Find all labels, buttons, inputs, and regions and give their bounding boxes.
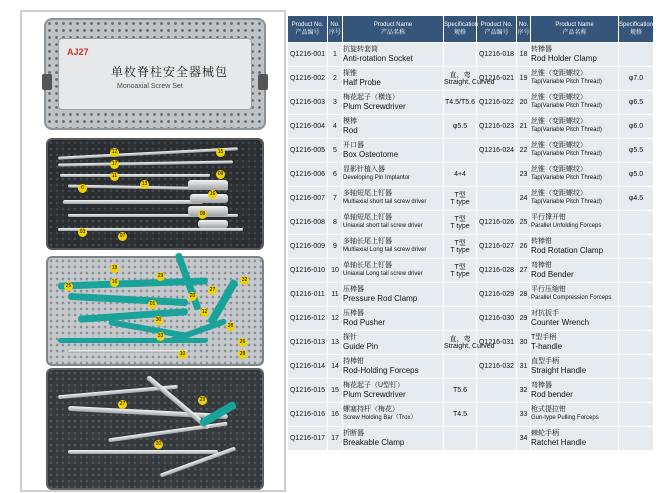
product-name-en: Multiaxial Long tail screw driver xyxy=(343,247,427,253)
item-number: 4 xyxy=(328,115,343,139)
product-code: Q1216-032 xyxy=(477,355,517,379)
product-name-en: Tap(Variable Pitch Thread) xyxy=(531,151,602,157)
product-name xyxy=(343,163,444,187)
item-number: 17 xyxy=(328,427,343,451)
product-code: Q1216-017 xyxy=(288,427,328,451)
instrument-number-tag: 25 xyxy=(65,283,72,289)
table-row xyxy=(288,307,654,331)
product-spec: φ6.5 xyxy=(619,91,654,115)
product-name-en: Tap(Variable Pitch Thread) xyxy=(531,127,602,133)
product-name xyxy=(343,283,444,307)
product-code: Q1216-026 xyxy=(477,211,517,235)
product-name xyxy=(531,427,619,451)
steel-instrument xyxy=(108,422,227,443)
product-name xyxy=(531,91,619,115)
lid-subtitle: Monoaxial Screw Set xyxy=(117,83,183,90)
product-code: Q1216-004 xyxy=(288,115,328,139)
tray-level-3 xyxy=(46,368,264,490)
instrument-number-tag: 15 xyxy=(217,149,224,155)
product-name-cn: 螺塞持杆（梅花） xyxy=(343,406,399,413)
instrument-number-tag: 09 xyxy=(217,171,224,177)
product-name-cn: 压棒器 xyxy=(343,310,364,317)
product-spec xyxy=(619,427,654,451)
product-spec: T型 T type xyxy=(444,235,477,259)
brand-logo: AJ27 xyxy=(67,47,89,57)
table-row xyxy=(288,427,654,451)
product-name-en: Pressure Rod Clamp xyxy=(343,294,418,303)
instrument-number-tag: 10 xyxy=(179,351,186,357)
product-name xyxy=(343,403,444,427)
item-number: 6 xyxy=(328,163,343,187)
product-code: Q1216-001 xyxy=(288,43,328,67)
teal-handle-instrument xyxy=(58,338,208,343)
product-name xyxy=(343,307,444,331)
instrument-number-tag: 16 xyxy=(111,279,118,285)
product-spec: 4+4 xyxy=(444,163,477,187)
product-code: Q1216-022 xyxy=(477,91,517,115)
item-number: 28 xyxy=(517,283,531,307)
item-number: 10 xyxy=(328,259,343,283)
header-product-no-2: Product No. 产品编号 xyxy=(477,16,517,43)
product-name-cn: 梅花起子（横连） xyxy=(343,94,399,101)
table-row xyxy=(288,283,654,307)
product-name xyxy=(343,211,444,235)
product-name xyxy=(531,259,619,283)
instrument-number-tag: 11 xyxy=(111,173,118,179)
lid-title: 单枚脊柱安全器械包 xyxy=(111,65,229,79)
table-row xyxy=(288,91,654,115)
product-name-cn: 梅花起子（U型钉） xyxy=(343,382,405,389)
product-spec: T型 T type xyxy=(444,211,477,235)
item-number: 31 xyxy=(517,355,531,379)
product-name-en: Screw Holding Bar（Trox） xyxy=(343,415,417,421)
product-name-en: Rod xyxy=(343,126,358,135)
product-name-en: Tap(Variable Pitch Thread) xyxy=(531,79,602,85)
product-name xyxy=(343,427,444,451)
product-name-cn: 对抗扳手 xyxy=(531,310,559,317)
product-name xyxy=(531,379,619,403)
product-name-en: Ratchet Handle xyxy=(531,438,587,447)
item-number: 19 xyxy=(517,67,531,91)
product-name-en: Rod Bender xyxy=(531,270,574,279)
product-spec: T型 T type xyxy=(444,187,477,211)
product-name-en: Rod-Holding Forceps xyxy=(343,366,419,375)
instrument-number-tag: 20 xyxy=(189,293,196,299)
product-name-cn: 直型手柄 xyxy=(531,358,559,365)
header-product-name: Product Name 产品名称 xyxy=(343,16,444,43)
product-spec xyxy=(619,211,654,235)
header-no-2: No. 序号 xyxy=(517,16,531,43)
item-number: 30 xyxy=(517,331,531,355)
instrument-number-tag: 29 xyxy=(157,273,164,279)
product-name xyxy=(531,211,619,235)
instrument-trays-photo xyxy=(20,10,286,492)
table-row xyxy=(288,211,654,235)
instrument-number-tag: 6 xyxy=(78,184,87,193)
product-name-en: Parallel Compression Forceps xyxy=(531,295,612,301)
product-name-en: Developing Pin Implantor xyxy=(343,175,411,181)
product-code: Q1216-023 xyxy=(477,115,517,139)
product-code: Q1216-002 xyxy=(288,67,328,91)
item-number: 23 xyxy=(517,163,531,187)
item-number: 3 xyxy=(328,91,343,115)
product-name-cn: 压棒器 xyxy=(343,286,364,293)
product-name xyxy=(343,187,444,211)
product-name-en: Tap(Variable Pitch Thread) xyxy=(531,199,602,205)
item-number: 29 xyxy=(517,307,531,331)
table-row xyxy=(288,355,654,379)
product-name-cn: 平行撑开钳 xyxy=(531,214,566,221)
product-spec xyxy=(444,355,477,379)
product-name xyxy=(531,43,619,67)
product-spec xyxy=(444,283,477,307)
product-name-en: Rod Pusher xyxy=(343,318,386,327)
product-name-en: Gun-type Pulling Forceps xyxy=(531,415,599,421)
product-code: Q1216-011 xyxy=(288,283,328,307)
product-name-cn: 显影针植入器 xyxy=(343,166,385,173)
table-row xyxy=(288,235,654,259)
instrument-number-tag: 12 xyxy=(111,149,118,155)
header-spec: Specification 规格 xyxy=(444,16,477,43)
product-name xyxy=(343,355,444,379)
item-number: 5 xyxy=(328,139,343,163)
product-name-cn: 弯棒器 xyxy=(531,382,552,389)
product-name xyxy=(343,139,444,163)
table-row xyxy=(288,67,654,91)
product-name-en: Tap(Variable Pitch Thread) xyxy=(531,175,602,181)
product-code xyxy=(477,403,517,427)
product-spec: T4.5/T5.6 xyxy=(444,91,477,115)
product-name-en: Half Probe xyxy=(343,78,381,87)
item-number: 12 xyxy=(328,307,343,331)
lid-handle-left xyxy=(42,74,52,90)
product-code: Q1216-006 xyxy=(288,163,328,187)
header-product-no: Product No. 产品编号 xyxy=(288,16,328,43)
product-name xyxy=(531,307,619,331)
tray-level-2 xyxy=(46,256,264,366)
product-name-cn: 转棒器 xyxy=(531,46,552,53)
product-spec xyxy=(619,379,654,403)
product-spec: T5.6 xyxy=(444,379,477,403)
instrument-number-tag: 07 xyxy=(119,233,126,239)
product-name-cn: 弯棒钳 xyxy=(531,262,552,269)
item-number: 9 xyxy=(328,235,343,259)
product-name-cn: 转棒钳 xyxy=(531,238,552,245)
product-spec xyxy=(444,43,477,67)
product-name-cn: 丝锥（变距螺纹） xyxy=(531,142,587,149)
product-name-cn: 丝锥（变距螺纹） xyxy=(531,94,587,101)
product-code xyxy=(477,427,517,451)
product-name-cn: T型手柄 xyxy=(531,334,557,341)
item-number: 14 xyxy=(328,355,343,379)
product-name-cn: 枪式提拉钳 xyxy=(531,406,566,413)
steel-instrument xyxy=(68,450,218,454)
product-name-en: Rod Rotation Clamp xyxy=(531,246,604,255)
product-code xyxy=(477,379,517,403)
table-row xyxy=(288,331,654,355)
header-no: No. 序号 xyxy=(328,16,343,43)
item-number: 11 xyxy=(328,283,343,307)
product-name-en: Plum Screwdriver xyxy=(343,102,406,111)
instrument-number-tag: 27 xyxy=(119,401,126,407)
product-name xyxy=(343,67,444,91)
product-table xyxy=(287,15,654,451)
teal-handle-instrument xyxy=(78,308,188,323)
instrument-number-tag: 30 xyxy=(155,317,162,323)
product-name xyxy=(531,67,619,91)
table-row xyxy=(288,163,654,187)
product-name-en: Straight Handle xyxy=(531,366,587,375)
product-spec xyxy=(619,307,654,331)
product-name-cn: 抗旋转套筒 xyxy=(343,46,378,53)
tray-lid xyxy=(44,18,266,130)
product-name-cn: 探针 xyxy=(343,334,357,341)
instrument-number-tag: 27 xyxy=(209,287,216,293)
product-name-cn: 模棒 xyxy=(343,118,357,125)
product-code: Q1216-028 xyxy=(477,259,517,283)
product-name xyxy=(531,139,619,163)
product-name xyxy=(343,379,444,403)
product-name xyxy=(531,403,619,427)
product-code: Q1216-003 xyxy=(288,91,328,115)
steel-instrument xyxy=(58,160,233,166)
table-row xyxy=(288,379,654,403)
product-name xyxy=(531,187,619,211)
instrument-number-tag: 28 xyxy=(239,351,246,357)
product-spec: φ5.5 xyxy=(444,115,477,139)
teal-handle-instrument xyxy=(68,293,188,306)
product-name xyxy=(343,259,444,283)
item-number: 7 xyxy=(328,187,343,211)
product-code: Q1216-027 xyxy=(477,235,517,259)
product-name-en: Tap(Variable Pitch Thread) xyxy=(531,103,602,109)
product-code: Q1216-029 xyxy=(477,283,517,307)
instrument-number-tag: 18 xyxy=(111,265,118,271)
instrument-number-tag: 08 xyxy=(199,211,206,217)
table-row xyxy=(288,259,654,283)
item-number: 21 xyxy=(517,115,531,139)
product-name xyxy=(343,331,444,355)
item-number: 2 xyxy=(328,67,343,91)
product-code: Q1216-018 xyxy=(477,43,517,67)
product-code xyxy=(477,163,517,187)
table-row xyxy=(288,403,654,427)
product-name-en: Plum Screwdriver xyxy=(343,390,406,399)
item-number: 1 xyxy=(328,43,343,67)
product-name-en: Parallel Unfolding Forceps xyxy=(531,223,602,229)
product-spec xyxy=(619,331,654,355)
product-code: Q1216-010 xyxy=(288,259,328,283)
product-name xyxy=(531,283,619,307)
product-name-cn: 折断器 xyxy=(343,430,364,437)
product-name-en: Rod bender xyxy=(531,390,573,399)
product-name-cn: 平行压缩钳 xyxy=(531,286,566,293)
table-row xyxy=(288,187,654,211)
product-name-cn: 单轴短尾上钉器 xyxy=(343,214,392,221)
product-code: Q1216-021 xyxy=(477,67,517,91)
product-name-en: Rod Holder Clamp xyxy=(531,54,597,63)
product-name-cn: 丝锥（变距螺纹） xyxy=(531,118,587,125)
product-code xyxy=(477,187,517,211)
product-spec: 直、弯 Straight, Curved xyxy=(444,67,477,91)
product-spec xyxy=(619,283,654,307)
instrument-handle xyxy=(188,180,228,190)
product-name xyxy=(343,235,444,259)
product-name xyxy=(531,331,619,355)
instrument-number-tag: 17 xyxy=(111,161,118,167)
product-name xyxy=(531,163,619,187)
steel-instrument xyxy=(58,147,238,159)
product-name-cn: 多轴短尾上钉器 xyxy=(343,190,392,197)
product-name-cn: 单轴长尾上钉器 xyxy=(343,262,392,269)
product-spec: φ6.0 xyxy=(619,115,654,139)
product-spec: T4.5 xyxy=(444,403,477,427)
product-name-en: Guide Pin xyxy=(343,342,379,351)
product-name-en: Anti-rotation Socket xyxy=(343,54,413,63)
product-spec: φ5.5 xyxy=(619,139,654,163)
item-number: 13 xyxy=(328,331,343,355)
product-name xyxy=(531,235,619,259)
product-code: Q1216-012 xyxy=(288,307,328,331)
product-spec xyxy=(619,355,654,379)
instrument-number-tag: 26 xyxy=(239,339,246,345)
product-code: Q1216-015 xyxy=(288,379,328,403)
steel-instrument xyxy=(68,350,188,353)
item-number: 18 xyxy=(517,43,531,67)
instrument-number-tag: 33 xyxy=(157,333,164,339)
product-spec: T型 T type xyxy=(444,259,477,283)
product-name-cn: 棘轮手柄 xyxy=(531,430,559,437)
item-number: 24 xyxy=(517,187,531,211)
instrument-number-tag: 01 xyxy=(149,301,156,307)
header-product-name-2: Product Name 产品名称 xyxy=(531,16,619,43)
instrument-number-tag: 20 xyxy=(155,441,162,447)
product-spec xyxy=(619,259,654,283)
product-code: Q1216-009 xyxy=(288,235,328,259)
lid-handle-right xyxy=(258,74,268,90)
product-name-en: Breakable Clamp xyxy=(343,438,405,447)
product-name xyxy=(343,91,444,115)
product-name-cn: 开口器 xyxy=(343,142,364,149)
product-name-en: T-handle xyxy=(531,342,563,351)
product-spec xyxy=(444,427,477,451)
product-name-cn: 持棒钳 xyxy=(343,358,364,365)
item-number: 34 xyxy=(517,427,531,451)
item-number: 8 xyxy=(328,211,343,235)
product-name-cn: 探锥 xyxy=(343,70,357,77)
product-name-cn: 丝锥（变距螺纹） xyxy=(531,166,587,173)
product-code: Q1216-014 xyxy=(288,355,328,379)
product-name-cn: 丝锥（变距螺纹） xyxy=(531,190,587,197)
product-name-en: Uniaxial Long tail screw driver xyxy=(343,271,423,277)
product-name xyxy=(531,115,619,139)
header-spec-2: Specification 规格 xyxy=(619,16,654,43)
product-name-en: Box Osteotome xyxy=(343,150,399,159)
table-header-row xyxy=(288,16,654,43)
item-number: 33 xyxy=(517,403,531,427)
product-code: Q1216-016 xyxy=(288,403,328,427)
item-number: 16 xyxy=(328,403,343,427)
product-name-en: Multiaxial short tail screw driver xyxy=(343,199,427,205)
product-spec xyxy=(619,43,654,67)
instrument-number-tag: 29 xyxy=(199,397,206,403)
product-name xyxy=(343,115,444,139)
item-number: 20 xyxy=(517,91,531,115)
product-spec: 直、弯 Straight, Curved xyxy=(444,331,477,355)
product-name-cn: 丝锥（变距螺纹） xyxy=(531,70,587,77)
table-row xyxy=(288,115,654,139)
table-row xyxy=(288,139,654,163)
item-number: 22 xyxy=(517,139,531,163)
instrument-number-tag: 12 xyxy=(201,309,208,315)
item-number: 27 xyxy=(517,259,531,283)
product-code: Q1216-013 xyxy=(288,331,328,355)
tray-level-1 xyxy=(46,138,264,250)
lid-label-plate xyxy=(58,38,252,110)
product-spec: φ5.0 xyxy=(619,163,654,187)
product-spec xyxy=(444,307,477,331)
product-name-en: Uniaxial short tail screw driver xyxy=(343,223,423,229)
product-name-en: Counter Wrench xyxy=(531,318,590,327)
item-number: 15 xyxy=(328,379,343,403)
product-code: Q1216-005 xyxy=(288,139,328,163)
item-number: 26 xyxy=(517,235,531,259)
instrument-number-tag: 13 xyxy=(141,181,148,187)
product-name-cn: 多轴长尾上钉器 xyxy=(343,238,392,245)
steel-instrument xyxy=(60,174,210,177)
instrument-number-tag: 32 xyxy=(241,277,248,283)
table-row xyxy=(288,43,654,67)
product-code: Q1216-008 xyxy=(288,211,328,235)
instrument-handle xyxy=(198,220,228,228)
product-name xyxy=(343,43,444,67)
product-name xyxy=(531,355,619,379)
product-code: Q1216-031 xyxy=(477,331,517,355)
product-spec: φ7.0 xyxy=(619,67,654,91)
product-spec xyxy=(619,235,654,259)
item-number: 32 xyxy=(517,379,531,403)
product-code: Q1216-007 xyxy=(288,187,328,211)
instrument-number-tag: 28 xyxy=(227,323,234,329)
instrument-number-tag: 16 xyxy=(209,191,216,197)
product-code: Q1216-030 xyxy=(477,307,517,331)
item-number: 25 xyxy=(517,211,531,235)
steel-instrument xyxy=(63,200,203,204)
instrument-number-tag: 03 xyxy=(79,229,86,235)
instrument-handle xyxy=(188,206,228,216)
product-spec: φ4.5 xyxy=(619,187,654,211)
product-spec xyxy=(619,403,654,427)
product-code: Q1216-024 xyxy=(477,139,517,163)
product-spec xyxy=(444,139,477,163)
